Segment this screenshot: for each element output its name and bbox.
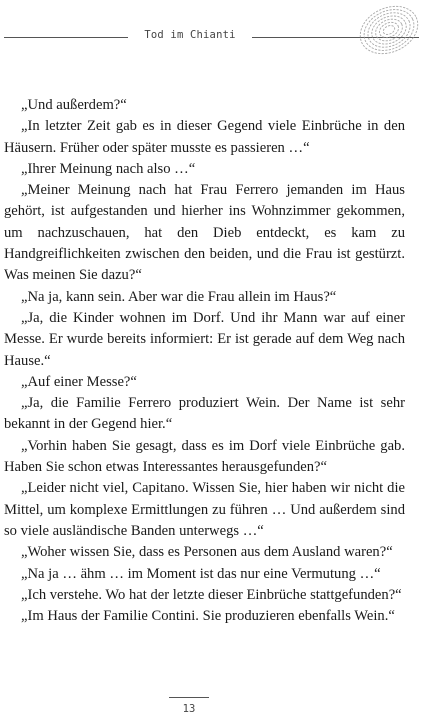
running-header-title: Tod im Chianti (144, 29, 236, 41)
paragraph: „Woher wissen Sie, dass es Personen aus dem Ausland waren?“ (21, 544, 393, 561)
running-header (0, 26, 423, 46)
paragraph: „Meiner Meinung nach hat Frau Ferrero jemanden im Haus gehört, ist aufgestanden und hierher ins Wohnzimmer gekommen, um nachzuschauen, hat den Dieb entdeckt, es kam zu Handgreiflichkeiten zwischen den beiden, und die Frau ist gestürzt. Was meinen Sie dazu?“ (4, 182, 405, 284)
paragraph: „Ich verstehe. Wo hat der letzte dieser Einbrüche stattgefunden?“ (21, 586, 402, 603)
fingerprint-icon (349, 4, 421, 60)
paragraph: „Leider nicht viel, Capitano. Wissen Sie, hier haben wir nicht die Mittel, um komplexe Ermittlungen zu führen … Und außerdem sind so viele ausländische Banden unterwegs …“ (4, 480, 405, 539)
paragraph: „Ihrer Meinung nach also …“ (21, 160, 196, 177)
paragraph: „Im Haus der Familie Contini. Sie produzieren ebenfalls Wein.“ (21, 608, 395, 625)
page-number: 13 (182, 703, 196, 715)
paragraph: „Ja, die Familie Ferrero produziert Wein. Der Name ist sehr bekannt in der Gegend hier.“ (4, 395, 405, 433)
paragraph: „In letzter Zeit gab es in dieser Gegend viele Einbrüche in den Häusern. Früher oder später musste es passieren …“ (4, 118, 405, 156)
paragraph: „Na ja … ähm … im Moment ist das nur eine Vermutung …“ (21, 565, 381, 582)
header-rule-left (4, 37, 128, 38)
footer-rule (169, 697, 209, 698)
paragraph: „Und außerdem?“ (21, 97, 127, 113)
paragraph: „Na ja, kann sein. Aber war die Frau allein im Haus?“ (21, 288, 337, 305)
body-text (4, 95, 405, 627)
paragraph: „Auf einer Messe?“ (21, 373, 137, 390)
paragraph: „Ja, die Kinder wohnen im Dorf. Und ihr Mann war auf einer Messe. Er wurde bereits informiert: Er ist gerade auf dem Weg nach Hause.“ (4, 309, 405, 369)
paragraph: „Vorhin haben Sie gesagt, dass es im Dorf viele Einbrüche gab. Haben Sie schon etwas Interessantes herausgefunden?“ (4, 437, 405, 476)
